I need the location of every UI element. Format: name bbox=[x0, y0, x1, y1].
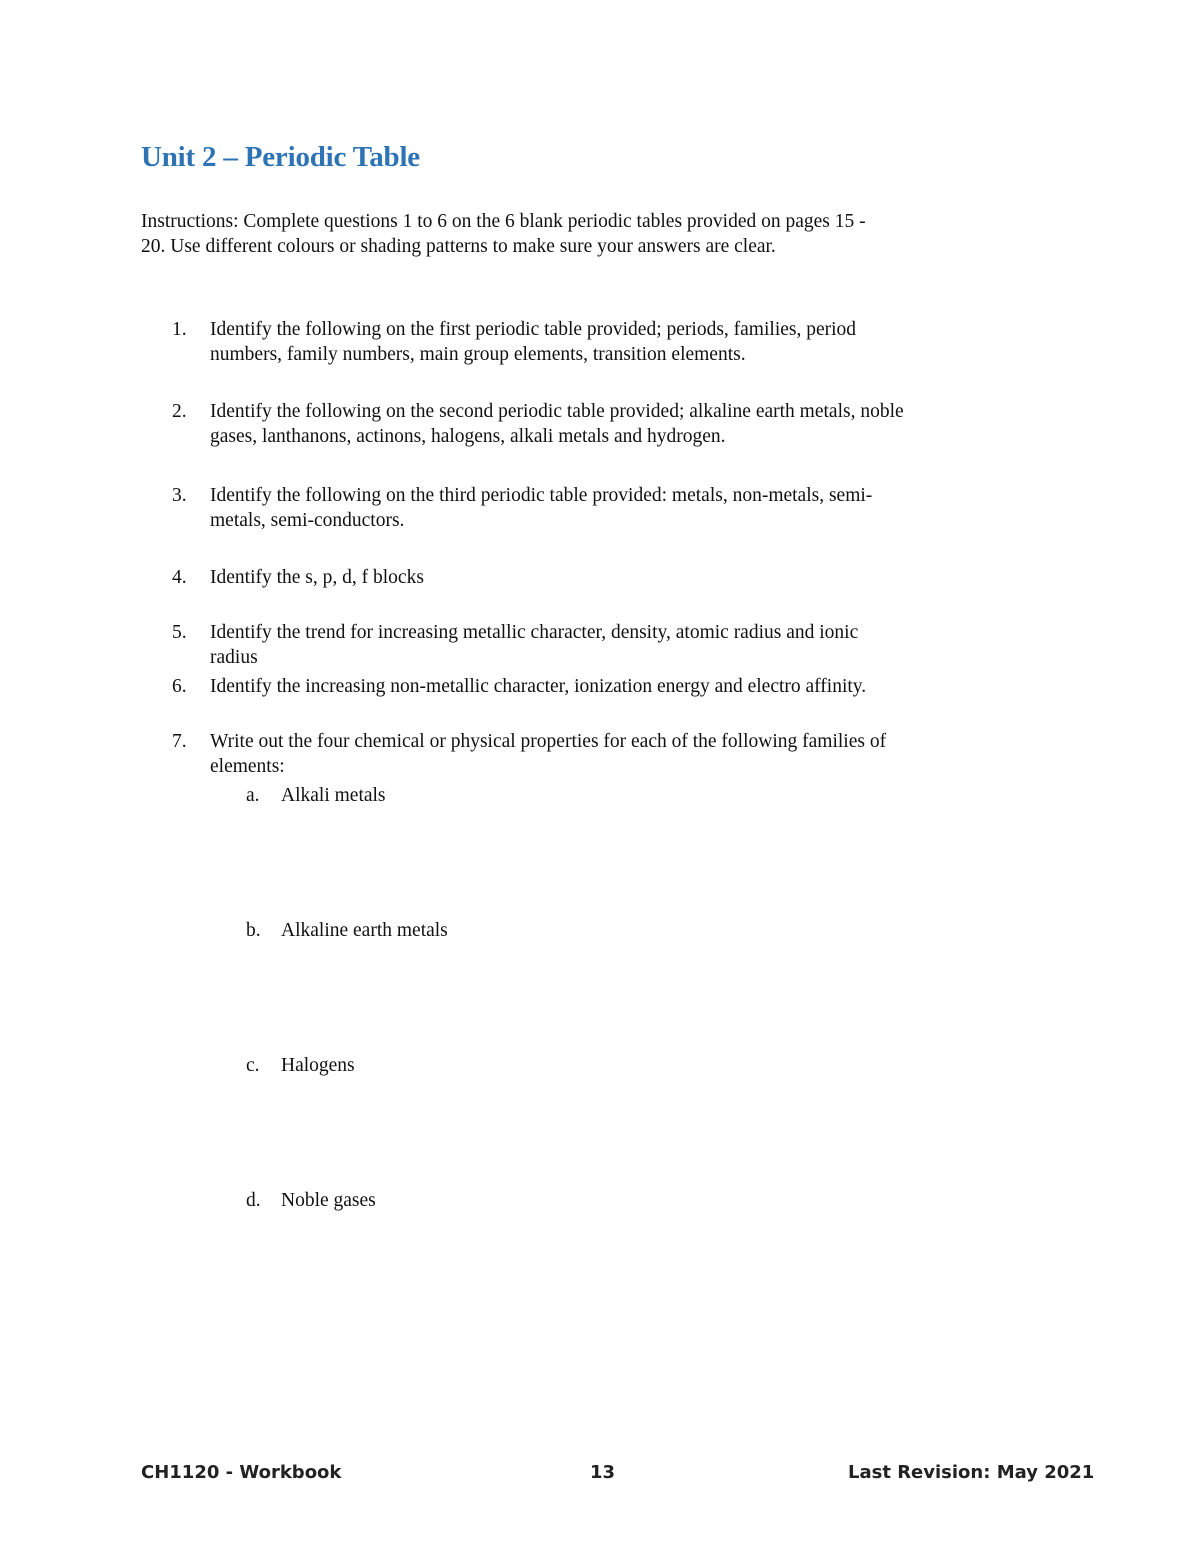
question-6 bbox=[172, 674, 1052, 699]
page-title: Unit 2 – Periodic Table bbox=[141, 141, 420, 173]
subitem-a bbox=[246, 783, 386, 808]
question-text-line: Write out the four chemical or physical properties for each of the following families of bbox=[210, 731, 887, 752]
subitem-label: Halogens bbox=[281, 1055, 355, 1076]
question-number: 4. bbox=[172, 567, 187, 588]
question-text-line: Identify the s, p, d, f blocks bbox=[210, 567, 424, 588]
question-text bbox=[210, 483, 1052, 533]
question-number: 5. bbox=[172, 622, 187, 643]
question-text bbox=[210, 729, 1052, 779]
instructions-line-2: 20. Use different colours or shading patterns to make sure your answers are clear. bbox=[141, 236, 776, 257]
question-3 bbox=[172, 483, 1052, 533]
footer-page-number: 13 bbox=[590, 1462, 616, 1483]
subitem-letter: a. bbox=[246, 785, 260, 806]
question-4 bbox=[172, 565, 1052, 590]
question-7 bbox=[172, 729, 1052, 779]
question-number: 2. bbox=[172, 401, 187, 422]
subitem-label: Alkaline earth metals bbox=[281, 920, 448, 941]
question-text-line: elements: bbox=[210, 756, 285, 777]
question-text bbox=[210, 620, 1052, 670]
instructions-line-1: Instructions: Complete questions 1 to 6 on the 6 blank periodic tables provided on pages 15 - bbox=[141, 211, 866, 232]
question-text-line: Identify the following on the third periodic table provided: metals, non-metals, semi- bbox=[210, 485, 873, 506]
question-text-line: Identify the increasing non-metallic character, ionization energy and electro affinity. bbox=[210, 676, 867, 697]
question-text-line: Identify the following on the second periodic table provided; alkaline earth metals, noble bbox=[210, 401, 904, 422]
subitem-letter: b. bbox=[246, 920, 261, 941]
question-1 bbox=[172, 317, 1052, 367]
question-number: 1. bbox=[172, 319, 187, 340]
question-text bbox=[210, 674, 1052, 699]
instructions-paragraph bbox=[141, 209, 1051, 259]
footer-revision: Last Revision: May 2021 bbox=[848, 1462, 1095, 1483]
footer-course: CH1120 - Workbook bbox=[141, 1462, 342, 1483]
question-text bbox=[210, 565, 1052, 590]
subitem-letter: d. bbox=[246, 1190, 261, 1211]
subitem-b bbox=[246, 918, 448, 943]
subitem-letter: c. bbox=[246, 1055, 260, 1076]
question-2 bbox=[172, 399, 1052, 449]
question-5 bbox=[172, 620, 1052, 670]
subitem-label: Noble gases bbox=[281, 1190, 376, 1211]
question-text-line: numbers, family numbers, main group elements, transition elements. bbox=[210, 344, 746, 365]
question-number: 3. bbox=[172, 485, 187, 506]
subitem-c bbox=[246, 1053, 355, 1078]
question-text bbox=[210, 399, 1052, 449]
question-text-line: metals, semi-conductors. bbox=[210, 510, 405, 531]
question-number: 7. bbox=[172, 731, 187, 752]
subitem-label: Alkali metals bbox=[281, 785, 386, 806]
question-text-line: radius bbox=[210, 647, 258, 668]
question-text-line: gases, lanthanons, actinons, halogens, alkali metals and hydrogen. bbox=[210, 426, 726, 447]
question-text-line: Identify the following on the first periodic table provided; periods, families, period bbox=[210, 319, 857, 340]
question-text bbox=[210, 317, 1052, 367]
question-number: 6. bbox=[172, 676, 187, 697]
question-text-line: Identify the trend for increasing metallic character, density, atomic radius and ionic bbox=[210, 622, 859, 643]
subitem-d bbox=[246, 1188, 376, 1213]
